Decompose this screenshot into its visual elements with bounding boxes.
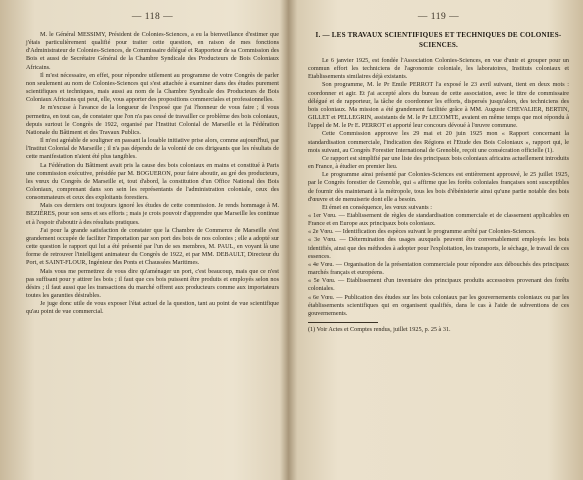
left-page-body xyxy=(26,31,279,316)
paragraph: « 1er Vœu. — Etablissement de règles de standardisation commerciale et de classement applicables en France et en Europe aux principaux bois coloniaux. xyxy=(308,211,569,228)
paragraph: Mais ces derniers ont toujours ignoré les études de cette commission. Je rends hommage à M. BEZIÈRES, pour son sens et ses efforts ; mais je crois pouvoir d'apprendre que Marseille les continue et à l'espoir d'aboutir à des résultats pratiques. xyxy=(26,202,279,226)
paragraph: Et émet en conséquence, les vœux suivants : xyxy=(322,203,432,211)
paragraph: « 4e Vœu. — Organisation de la présentation commerciale pour répondre aux débouchés des principaux marchés français et européens. xyxy=(308,260,569,277)
paragraph: Il m'est agréable de souligner en passant la louable initiative prise alors, comme aujourd'hui, par l'Institut Colonial de Marseille ; il n'a pas dépendu de la volonté de ces dirigeants que les résultats de cette manifestation n'aient été plus tangibles. xyxy=(26,137,279,161)
right-page xyxy=(292,0,583,480)
paragraph: Je m'excuse à l'avance de la longueur de l'exposé que j'ai l'honneur de vous faire ; il vous permettra, en tout cas, de constater que l'on n'a pas cessé de travailler ce problème des bois coloniaux, depuis surtout le Congrès de 1922, organisé par l'Institut Colonial de Marseille et la Fédération Nationale du Bâtiment et des Travaux Publics. xyxy=(26,104,279,136)
left-page xyxy=(0,0,289,480)
paragraph: Il m'est nécessaire, en effet, pour répondre utilement au programme de votre Congrès de parler non seulement au nom de Colonies-Sciences qui s'est attachée à examiner dans des études purement scientifiques et techniques, mais aussi au nom de la Chambre Syndicale des Producteurs de Bois Coloniaux Africains qui peut, elle, vous apporter des propositions commerciales et professionnelles. xyxy=(26,71,279,104)
paragraph: Son programme, M. le Pr Emile PERROT l'a exposé le 23 avril suivant, tient en deux mots : coordonner et agir. Et j'ai accepté alors du bureau de cette association, avec le titre de commissaire délégué et de rapporteur, la tâche de coordonner les efforts, dispersés jusqu'alors, des techniciens des bois coloniaux. Ma mission a été grandement facilitée grâce à MM. Auguste CHEVALIER, BERTIN, GILLET et PELLEGRIN, assistants de M. le Pr LECOMTE, avaient en même temps que moi répondu à l'appel de M. le Pr E. PERROT et apporté leur concours dévoué à l'œuvre commune. xyxy=(308,81,569,130)
footnote-rule xyxy=(308,322,378,323)
paragraph: Mais vous me permettrez de vous dire qu'aménager un port, c'est beaucoup, mais que ce n'est pas suffisant pour y attirer les bois ; il faut que ces bois puissent être produits et employés selon nos désirs ; il faut aussi que les transactions du marché offrent aux producteurs comme aux importateurs toutes les garanties désirables. xyxy=(26,267,279,299)
paragraph: M. le Général MESSIMY, Président de Colonies-Sciences, a eu la bienveillance d'estimer que j'étais particulièrement qualifié pour traiter cette question, en raison de mes fonctions d'Administrateur de Colonies-Sciences, de Commissaire délégué et Rapporteur de sa Commission des Bois et aussi de Secrétaire Général de la Chambre Syndicale des Producteurs de Bois Coloniaux Africains. xyxy=(26,31,279,71)
paragraph: « 6e Vœu. — Publication des études sur les bois coloniaux par les gouvernements coloniaux ou par les établissements scientifiques qui en organisent qualifiés, dans le cas à l'aide de subventions de ces gouvernements. xyxy=(308,293,569,317)
page-number: — 118 — xyxy=(131,12,174,22)
section-title: I. — LES TRAVAUX SCIENTIFIQUES ET TECHNIQUES DE COLONIES-SCIENCES. xyxy=(315,31,562,49)
paragraph: « 2e Vœu. — Identification des espèces suivant le programme arrêté par Colonies-Sciences. xyxy=(308,228,536,236)
paragraph: Ce rapport est simplifié par une liste des principaux bois coloniaux africains actuellement introduits en France, à étudier en premier lieu. xyxy=(308,154,569,171)
footnote: (1) Voir Actes et Comptes rendus, juillet 1925, p. 25 à 31. xyxy=(308,326,451,333)
paragraph: J'ai pour la grande satisfaction de constater que la Chambre de Commerce de Marseille s'est grandement occupée de faciliter l'importation par son port des bois de nos colonies ; elle a adopté sur cette question le rapport qui lui a été présenté par l'un de ses membres, M. PAUL, en voyant là une forme de retrouver l'intelligent animateur du Congrès de 1922, et par MM. DEBAULT, Directeur du Port, et SAINT-FLOUR, Ingénieur des Ponts et Chaussées Maritimes. xyxy=(26,226,279,267)
right-page-body xyxy=(308,57,569,334)
page-number: — 119 — xyxy=(417,12,460,22)
paragraph: Cette Commission approuve les 29 mai et 20 juin 1925 mon « Rapport concernant la standardisation commerciale, l'indication des Régions et l'Etude des Bois Coloniaux », rapport qui, le mois suivant, au Congrès Forestier International de Grenoble, reçoit une consécration officielle (1). xyxy=(308,130,569,154)
paragraph: Le programme ainsi présenté par Colonies-Sciences est entièrement approuvé, le 25 juillet 1925, par le Congrès forestier de Grenoble, qui « affirme que les forêts coloniales françaises sont susceptibles de fournir dès maintenant à la métropole, tous les bois d'ébénisterie ainsi qu'une partie notable des bois d'œuvre et de menuiserie dont elle a besoin. xyxy=(308,171,569,203)
paragraph: « 3e Vœu. — Détermination des usages auxquels peuvent être convenablement employés les bois identifiés, ainsi que des méthodes à adopter pour l'exploitation, les transports, le séchage, le travail de ces essences. xyxy=(308,236,569,260)
paragraph: « 5e Vœu. — Etablissement d'un inventaire des principaux produits accessoires provenant des forêts coloniales. xyxy=(308,277,569,293)
paragraph: La Fédération du Bâtiment avait pris la cause des bois coloniaux en mains et constitué à Paris une commission exécutive, présidée par M. BOGUERON, pour faire aboutir, au gré des producteurs, les vœux du Congrès de Marseille et, tout d'abord, la constitution d'un Office National des Bois Coloniaux, comprenant dans son sein les représentants de l'administration coloniale, ceux des consommateurs et ceux des exploitants forestiers. xyxy=(26,161,279,202)
paragraph: Le 6 janvier 1925, est fondée l'Association Colonies-Sciences, en vue d'unir et grouper pour un commun effort les techniciens de l'agronomie coloniale, les laboratoires, Instituts coloniaux et Etablissements similaires déjà existants. xyxy=(308,57,569,81)
paragraph: Je juge donc utile de vous exposer l'état actuel de la question, tant au point de vue scientifique qu'au point de vue commercial. xyxy=(26,300,279,316)
